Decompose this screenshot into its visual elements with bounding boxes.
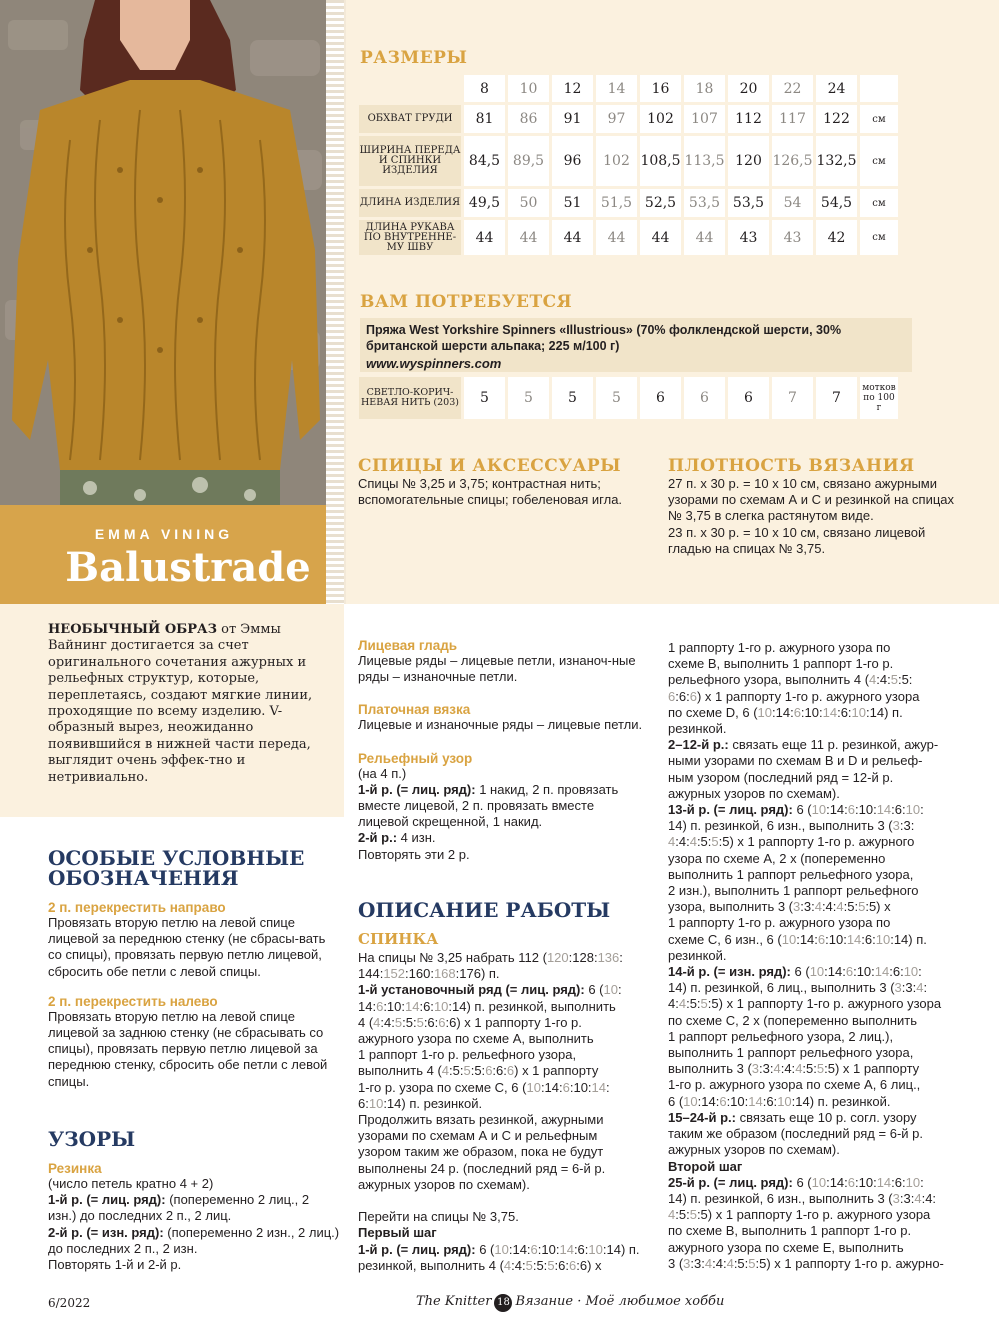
magazine-name: The Knitter xyxy=(416,1294,492,1309)
row-text: (попеременно 2 изн., 2 лиц.) до последних 2 п., 2 изн. xyxy=(48,1224,340,1256)
row-label: 1-й р. (= лиц. ряд): xyxy=(48,1192,166,1208)
empty-cell xyxy=(359,75,461,102)
relief-line xyxy=(358,830,648,846)
empty-unit-cell xyxy=(860,75,898,102)
value-cell: 53,5 xyxy=(728,189,769,217)
unit-cell: см xyxy=(860,105,898,133)
size-cell: 18 xyxy=(684,75,725,102)
value-cell: 49,5 xyxy=(464,189,505,217)
row-label: 2-й р.: xyxy=(358,830,398,846)
value-cell: 112 xyxy=(728,105,769,133)
size-cell: 22 xyxy=(772,75,813,102)
skein-cell: 5 xyxy=(596,377,637,419)
garter-text: Лицевые и изнаночные ряды – лицевые петли. xyxy=(358,717,643,733)
needles-heading: СПИЦЫ И АКСЕССУАРЫ xyxy=(358,456,622,476)
back-heading: СПИНКА xyxy=(358,930,439,948)
zipper-divider xyxy=(326,0,344,604)
relief-heading: Рельефный узор xyxy=(358,750,473,766)
abbr-term: 2 п. перекрестить налево xyxy=(48,993,218,1009)
skein-unit: мотков по 100 г xyxy=(860,377,898,419)
value-cell: 108,5 xyxy=(640,136,681,186)
value-cell: 44 xyxy=(464,220,505,255)
garter-heading: Платочная вязка xyxy=(358,702,471,718)
value-cell: 122 xyxy=(816,105,857,133)
value-cell: 52,5 xyxy=(640,189,681,217)
issue-date: 6/2022 xyxy=(48,1296,91,1310)
materials-heading: ВАМ ПОТРЕБУЕТСЯ xyxy=(360,292,573,312)
instructions-heading: ОПИСАНИЕ РАБОТЫ xyxy=(358,898,611,922)
value-cell: 91 xyxy=(552,105,593,133)
value-cell: 44 xyxy=(640,220,681,255)
sweater-illustration xyxy=(0,0,328,505)
unit-cell: см xyxy=(860,220,898,255)
row-label: 1-й р. (= лиц. ряд): xyxy=(358,781,476,797)
skein-cell: 5 xyxy=(464,377,505,419)
value-cell: 132,5 xyxy=(816,136,857,186)
stockinette-text: Лицевые ряды – лицевые петли, изнаноч-ные ряды – изнаночные петли. xyxy=(358,653,636,685)
sizes-heading: РАЗМЕРЫ xyxy=(360,48,468,68)
row-label: ДЛИНА РУКАВА ПО ВНУТРЕННЕ-МУ ШВУ xyxy=(359,220,461,255)
relief-line: Повторять эти 2 р. xyxy=(358,846,470,862)
value-cell: 113,5 xyxy=(684,136,725,186)
relief-line: (на 4 п.) xyxy=(358,765,407,781)
gauge-text xyxy=(668,476,968,557)
value-cell: 81 xyxy=(464,105,505,133)
size-cell: 24 xyxy=(816,75,857,102)
value-cell: 44 xyxy=(684,220,725,255)
size-cell: 8 xyxy=(464,75,505,102)
rib-line xyxy=(48,1225,340,1257)
value-cell: 102 xyxy=(640,105,681,133)
value-cell: 42 xyxy=(816,220,857,255)
table-row xyxy=(359,105,898,133)
abbr-term: 2 п. перекрестить направо xyxy=(48,900,226,915)
abbreviations-heading: ОСОБЫЕ УСЛОВНЫЕ ОБОЗНАЧЕНИЯ xyxy=(48,846,305,890)
value-cell: 44 xyxy=(596,220,637,255)
size-cell: 12 xyxy=(552,75,593,102)
yarn-url[interactable]: www.wyspinners.com xyxy=(366,356,502,371)
intro-lead: НЕОБЫЧНЫЙ ОБРАЗ xyxy=(48,622,217,637)
back-instructions: На спицы № 3,25 набрать 112 (120:128:136: 144:152:160:168:176) п. 1-й установочный ряд (= лиц. ряд): 6 (10: 14:6:10:14:6:10:14) п. резинкой, выполнить 4 (4:4:5:5:5:6:6:6) х 1 раппорту 1-го р. ажурного узора по схеме А, выполнить 1 раппорт 1-го р. рельефного узора, выполнить 4 (4:5:5:5:6:6:6) х 1 раппорту 1-го р. узора по схеме С, 6 (10:14:6:10:14: 6:10:14) п. резинкой. Продолжить вязать резинкой, ажурными узорами по схемам А и С и рельефным узором таким же образом, пока не будут выполнены 24 р. (последний ряд = 6-й р. ажурных узоров по схемам). Перейти на спицы № 3,75. Первый шаг 1-й р. (= лиц. ряд): 6 (10:14:6:10:14:6:10:14) п. резинкой, выполнить 4 (4:4:5:5:5:6:6:6) х xyxy=(358,950,640,1273)
patterns-heading: УЗОРЫ xyxy=(48,1127,136,1151)
relief-line xyxy=(358,782,648,831)
abbreviations-list xyxy=(48,900,340,1090)
row-text: 1 накид, 2 п. провязать вместе лицевой, 2 п. провязать вместе лицевой скрещенной, 1 накид. xyxy=(358,781,619,830)
skeins-table xyxy=(356,374,901,422)
gauge-line-2: 23 п. х 30 р. = 10 х 10 см, связано лицевой гладью на спицах № 3,75. xyxy=(668,524,926,556)
skein-cell: 6 xyxy=(640,377,681,419)
table-row xyxy=(359,136,898,186)
page-number: 18 xyxy=(494,1294,512,1312)
value-cell: 51,5 xyxy=(596,189,637,217)
value-cell: 43 xyxy=(772,220,813,255)
skein-cell: 5 xyxy=(508,377,549,419)
needles-text: Спицы № 3,25 и 3,75; контрастная нить; вспомогательные спицы; гобеленовая игла. xyxy=(358,476,623,508)
rib-section xyxy=(48,1161,340,1273)
value-cell: 96 xyxy=(552,136,593,186)
back-instructions-continued: 1 раппорту 1-го р. ажурного узора по схеме В, выполнить 1 раппорт 1-го р. рельефного узора, выполнить 4 (4:4:5:5: 6:6:6) х 1 раппорту 1-го р. ажурного узора по схеме D, 6 (10:14:6:10:14:6:10:14) п. резинкой. 2–12-й р.: связать еще 11 р. резинкой, ажур- ными узорами по схемам В и D и рельеф- ным узором (последний ряд = 12-й р. ажурных узоров по схемам). 13-й р. (= лиц. ряд): 6 (10:14:6:10:14:6:10: 14) п. резинкой, 6 изн., выполнить 3 (3:3: 4:4:4:5:5:5) х 1 раппорту 1-го р. ажурного узора по схеме А, 2 х (попеременно выполнить 1 раппорт рельефного узора, 2 изн.), выполнить 1 раппорт рельефного узора, выполнить 3 (3:3:4:4:4:5:5:5) х 1 раппорту 1-го р. ажурного узора по схеме С, 6 изн., 6 (10:14:6:10:14:6:10:14) п. резинкой. 14-й р. (= изн. ряд): 6 (10:14:6:10:14:6:10: 14) п. резинкой, 6 лиц., выполнить 3 (3:3:4: 4:4:5:5:5) х 1 раппорту 1-го р. ажурного узора по схеме С, 2 х (попеременно выполнить 1 раппорт рельефного узора, 2 лиц.), выполнить 1 раппорт рельефного узора, выполнить 3 (3:3:4:4:4:5:5:5) х 1 раппорту 1-го р. ажурного узора по схеме А, 6 лиц., 6 (10:14:6:10:14:6:10:14) п. резинкой. 15–24-й р.: связать еще 10 р. согл. узору таким же образом (последний ряд = 6-й р. ажурных узоров по схемам). Второй шаг 25-й р. (= лиц. ряд): 6 (10:14:6:10:14:6:10: 14) п. резинкой, 6 изн., выполнить 3 (3:3:4:4: 4:5:5:5) х 1 раппорту 1-го р. ажурного узора по схеме В, выполнить 1 раппорт 1-го р. ажурного узора по схеме Е, выполнить 3 (3:3:4:4:4:5:5:5) х 1 раппорту 1-го р. ажурно- xyxy=(668,640,944,1271)
value-cell: 126,5 xyxy=(772,136,813,186)
pattern-title: Balustrade xyxy=(65,544,311,591)
table-row xyxy=(359,189,898,217)
value-cell: 120 xyxy=(728,136,769,186)
value-cell: 44 xyxy=(552,220,593,255)
rib-heading: Резинка xyxy=(48,1161,102,1176)
gauge-heading: ПЛОТНОСТЬ ВЯЗАНИЯ xyxy=(668,456,915,476)
unit-cell: см xyxy=(860,136,898,186)
skein-cell: 6 xyxy=(684,377,725,419)
yarn-description: Пряжа West Yorkshire Spinners «Illustrious» (70% фолклендской шерсти, 30% британской шерсти альпака; 225 м/100 г) xyxy=(366,323,842,353)
footer-title xyxy=(416,1294,724,1312)
skein-cell: 7 xyxy=(816,377,857,419)
table-row xyxy=(359,377,898,419)
stockinette-heading: Лицевая гладь xyxy=(358,638,458,653)
size-cell: 20 xyxy=(728,75,769,102)
magazine-subtitle: Вязание · Моё любимое хобби xyxy=(515,1294,725,1309)
stitches-section xyxy=(358,638,648,863)
value-cell: 89,5 xyxy=(508,136,549,186)
skein-cell: 5 xyxy=(552,377,593,419)
table-row xyxy=(359,220,898,255)
intro-text xyxy=(48,622,338,786)
size-cell: 16 xyxy=(640,75,681,102)
value-cell: 54 xyxy=(772,189,813,217)
sizes-table xyxy=(356,72,901,258)
rib-line: (число петель кратно 4 + 2) xyxy=(48,1176,214,1191)
value-cell: 43 xyxy=(728,220,769,255)
skein-cell: 6 xyxy=(728,377,769,419)
abbr-desc: Провязать вторую петлю на левой спице лицевой за переднюю стенку (не сбрасы-вать со спицы), провязать первую петлю лицевой, сбросить обе петли с левой спицы. xyxy=(48,915,326,979)
intro-body: от Эммы Вайнинг достигается за счет оригинального сочетания ажурных и рельефных структур, которые, переплетаясь, создают мягкие линии, проходящие по всему изделию. V-образный вырез, неожиданно появившийся в нижней части переда, выглядит очень эффек-тно и нетривиально. xyxy=(48,622,313,785)
size-cell: 14 xyxy=(596,75,637,102)
row-text: 4 изн. xyxy=(397,830,436,846)
value-cell: 44 xyxy=(508,220,549,255)
abbr-desc: Провязать вторую петлю на левой спице лицевой за заднюю стенку (не сбрасывать со спицы), провязать первую петлю лицевой за переднюю стенку, сбросить обе петли с левой спицы. xyxy=(48,1008,328,1089)
value-cell: 50 xyxy=(508,189,549,217)
designer-name: EMMA VINING xyxy=(94,526,234,542)
yarn-color-label: СВЕТЛО-КОРИЧ-НЕВАЯ НИТЬ (203) xyxy=(359,377,461,419)
gauge-line-1: 27 п. х 30 р. = 10 х 10 см, связано ажурными узорами по схемам А и С и резинкой на спицах № 3,75 в слегка растянутом виде. xyxy=(668,476,955,524)
skein-cell: 7 xyxy=(772,377,813,419)
value-cell: 117 xyxy=(772,105,813,133)
value-cell: 53,5 xyxy=(684,189,725,217)
value-cell: 86 xyxy=(508,105,549,133)
value-cell: 97 xyxy=(596,105,637,133)
size-cell: 10 xyxy=(508,75,549,102)
row-text: (попеременно 2 лиц., 2 изн.) до последних 2 п., 2 лиц. xyxy=(48,1192,310,1224)
value-cell: 54,5 xyxy=(816,189,857,217)
value-cell: 51 xyxy=(552,189,593,217)
row-label: ШИРИНА ПЕРЕДА И СПИНКИ ИЗДЕЛИЯ xyxy=(359,136,461,186)
value-cell: 102 xyxy=(596,136,637,186)
unit-cell: см xyxy=(860,189,898,217)
row-label: ДЛИНА ИЗДЕЛИЯ xyxy=(359,189,461,217)
sweater-photo xyxy=(0,0,328,505)
value-cell: 107 xyxy=(684,105,725,133)
row-label: ОБХВАТ ГРУДИ xyxy=(359,105,461,133)
row-label: 2-й р. (= изн. ряд): xyxy=(48,1224,164,1240)
sizes-header-row xyxy=(359,75,898,102)
rib-line xyxy=(48,1192,340,1224)
value-cell: 84,5 xyxy=(464,136,505,186)
rib-line: Повторять 1-й и 2-й р. xyxy=(48,1257,182,1273)
